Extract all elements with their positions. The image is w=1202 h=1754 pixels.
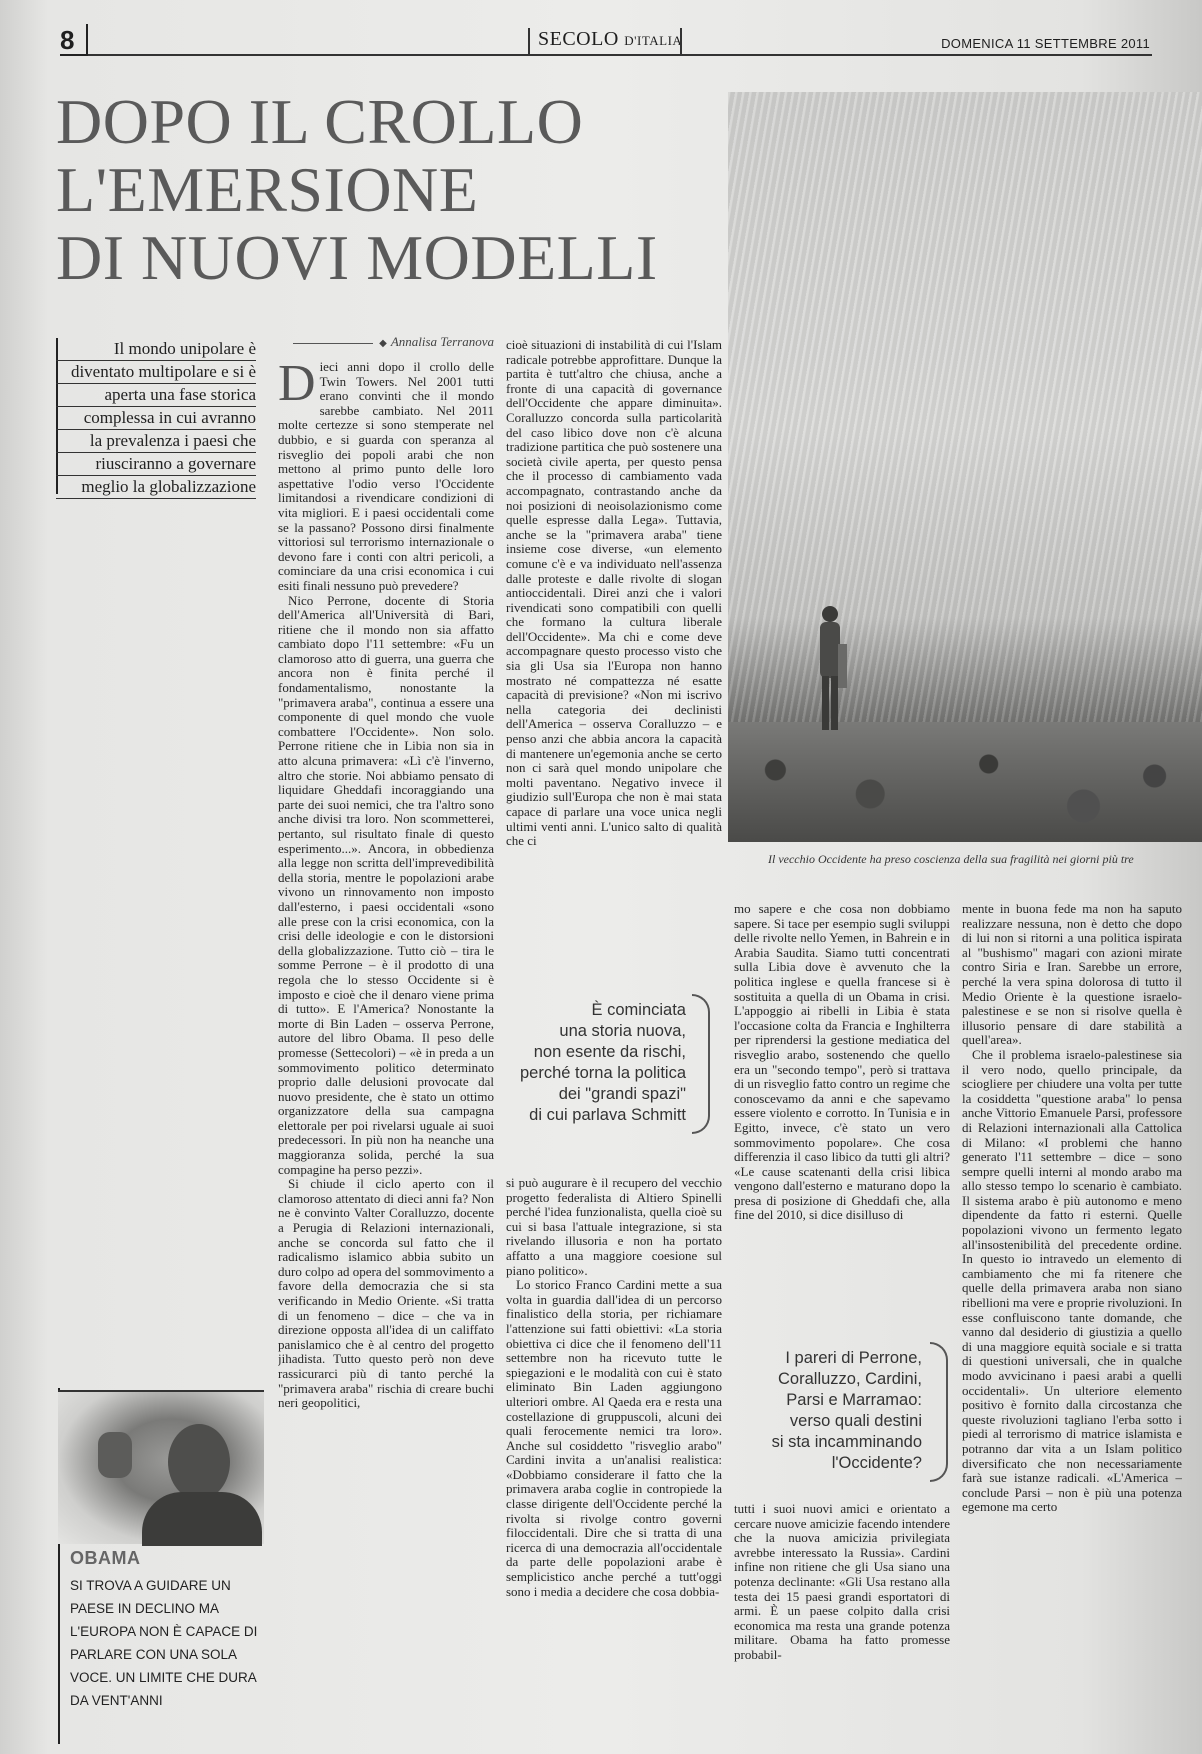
drop-cap: D bbox=[278, 360, 316, 412]
article-column-2 bbox=[506, 338, 722, 986]
article-column-3 bbox=[734, 902, 950, 1294]
headline-line-3: DI NUOVI MODELLI bbox=[56, 222, 658, 293]
paragraph: Che il problema israelo-palestinese sia il vero nodo, quello principale, da sciogliere per chiudere una volta per tutte la cosiddetta "questione araba" lo pensa anche Vittorio Emanuele Parsi, professore di Relazioni internazionali alla Cattolica di Milano: «I problemi che hanno generato l'11 settembre – dice – sono sempre quelli interni al mondo arabo ma allo stesso tempo lo scenario è cambiato. Il sistema arabo è più autonomo e meno dipendente da fatto ri esterni. Quelle popolazioni vivono un fermento legato all'insostenibilità del precedente ordine. In questo io intravedo un elemento di cambiamento che mi fa ritenere che quelle della primavera araba non siano ribellioni ma vere e proprie rivoluzioni. In esse confluiscono tante domande, che vanno dal desiderio di giustizia a quello di una maggiore equità sociale e si tratta di questioni universali, che in qualche modo avvicinano i paesi arabi a quelli occidentali». Un ulteriore elemento positivo è fornito dalla circostanza che queste rivoluzioni tagliano l'erba sotto i piedi al terrorismo di matrice islamista e potranno dar vita a un Islam politico diversificato che non necessariamente farà sue istanze radicali. «L'America – conclude Parsi – non è più una potenza egemone ma certo bbox=[962, 1046, 1182, 1515]
firefighter-figure bbox=[810, 604, 850, 734]
pull-quote-line: si sta incamminando bbox=[771, 1433, 922, 1451]
bracket-decoration bbox=[692, 994, 710, 1134]
photo-caption: Il vecchio Occidente ha preso coscienza della sua fragilità nei giorni più tre bbox=[768, 852, 1134, 866]
paragraph: si può augurare è il recupero del vecchio progetto federalista di Altiero Spinelli perché l'idea funzionalista, quella cioè su cui si basa l'attuale integrazione, si sta rivelando illusoria e non ha portato affatto a una maggiore coesione sul piano politico». bbox=[506, 1176, 722, 1278]
paragraph bbox=[278, 360, 494, 594]
photo-body-shape bbox=[142, 1492, 262, 1546]
pull-quote-line: Coralluzzo, Cardini, bbox=[778, 1370, 922, 1388]
paragraph: cioè situazioni di instabilità di cui l'Islam radicale potrebbe approfittare. Dunque la partita è tutt'altro che chiusa, anche a fronte di una capacità di governance dell'Occidente che appare diminuita». Coralluzzo concorda sulla particolarità del caso libico dove non c'è alcuna tradizione partitica che può sostenere una società civile aperta, per questo pensa che il processo di cambiamento vada accompagnato, contrastando anche da noi posizioni di neoisolazionismo come quelle espresse dalla Lega». Tuttavia, anche se la "primavera araba" tiene insieme cose diverse, «un elemento comune c'è e va individuato nell'assenza dalle proteste e dalle rivolte di slogan antioccidentali. Direi anzi che i valori rivendicati sono compatibili con quelli che formano la cultura liberale dell'Occidente». Ma chi e come deve accompagnare questo processo visto che sia gli Usa sia l'Europa non hanno mostrato né compattezza né esatte capacità di previsione? «Non mi iscrivo nella categoria dei declinisti dell'America – osserva Coralluzzo – e penso anzi che abbia ancora la capacità di mantenere un'egemonia anche se certo non ci sarà quel mondo unipolare che molti paventano. Negativo invece il giudizio sull'Europa che non è mai stata capace di parlare una voce unica negli ultimi venti anni. L'unico salto di qualità che ci bbox=[506, 338, 722, 849]
pull-quote-line: non esente da rischi, bbox=[533, 1043, 686, 1061]
article-column-1 bbox=[278, 360, 494, 1726]
rubble-image bbox=[728, 722, 1202, 842]
pull-quote-line: I pareri di Perrone, bbox=[785, 1349, 922, 1367]
pull-quote-line: l'Occidente? bbox=[831, 1454, 922, 1472]
pull-quote-1 bbox=[500, 1000, 686, 1126]
article-column-2-lower bbox=[506, 1176, 722, 1726]
deck-line: meglio la globalizzazione bbox=[56, 476, 256, 499]
deck-line: complessa in cui avranno bbox=[56, 407, 256, 430]
deck-line: Il mondo unipolare è bbox=[56, 338, 256, 361]
deck-line: diventato multipolare e si è bbox=[56, 361, 256, 384]
obama-photo bbox=[58, 1390, 264, 1544]
paragraph-text: ieci anni dopo il crollo delle Twin Towers. Nel 2001 tutti erano convinti che il mondo sarebbe cambiato. Nel 2011 molte certezze si sono stemperate nel dubbio, e si guarda con speranza al risveglio dei popoli arabi che non mettono al primo punto delle loro aspettative l'odio verso l'Occidente limitandosi a rivendicare condizioni di vita migliori. E i paesi occidentali come se la passano? Possono dirsi finalmente vittoriosi sul terrorismo internazionale o devono fare i conti con altri pericoli, a cominciare da una crisi economica i cui esiti finali nessuno può prevedere? bbox=[278, 360, 494, 593]
sidebar-text: SI TROVA A GUIDARE UN PAESE IN DECLINO MA L'EUROPA NON È CAPACE DI PARLARE CON UNA SOLA VOCE. UN LIMITE CHE DURA DA VENT'ANNI bbox=[70, 1578, 258, 1708]
bracket-decoration bbox=[930, 1342, 948, 1482]
ground-zero-photo bbox=[728, 92, 1202, 842]
byline bbox=[278, 334, 494, 350]
page-number: 8 bbox=[60, 24, 88, 56]
masthead-divider bbox=[680, 28, 682, 54]
photo-head-shape bbox=[168, 1424, 230, 1500]
date: DOMENICA 11 SETTEMBRE 2011 bbox=[941, 36, 1150, 51]
photo-hand-shape bbox=[98, 1432, 132, 1478]
paper-name bbox=[528, 28, 682, 54]
pull-quote-line: di cui parlava Schmitt bbox=[529, 1106, 686, 1124]
sidebar-title: OBAMA bbox=[70, 1548, 141, 1568]
pull-quote-line: È cominciata bbox=[591, 1001, 686, 1019]
paragraph: Si chiude il ciclo aperto con il clamoroso attentato di dieci anni fa? Non ne è convinto Valter Coralluzzo, docente a Perugia di Relazioni internazionali, anche se concorda sul fatto che il radicalismo islamico abbia subito un duro colpo ad opera del sommovimento a favore della democrazia che si sta verificando in Medio Oriente. «Si tratta di un fenomeno – dice – che va in direzione opposta all'idea di un califfato panislamico che è al centro del progetto jihadista. Tutto questo però non deve rassicurarci più di tanto perché la "primavera araba" rischia di creare buchi neri geopolitici, bbox=[278, 1176, 494, 1411]
deck bbox=[56, 338, 256, 499]
paragraph: Lo storico Franco Cardini mette a sua volta in guardia dall'idea di un percorso finalistico della storia, per richiamare l'attenzione sui fatti obiettivi: «La storia obiettiva ci dice che il fenomeno dell'11 settembre non ha ricevuto tutte le spiegazioni e le modalità con cui è stato eliminato Bin Laden aggiungono ulteriori ombre. Al Qaeda era e resta una costellazione di gruppuscoli, alcuni dei quali ferocemente nemici tra loro». Anche sul cosiddetto "risveglio arabo" Cardini invita a un'analisi realistica: «Dobbiamo considerare il fatto che la primavera araba coglie in contropiede la classe dirigente dell'Occidente perché la rivolta si rivolge contro governi filoccidentali. Dire che si tratta di una ricerca di una democrazia all'occidentale da parte delle popolazioni arabe è semplicistico anche perché a tutt'oggi sono i media a decidere che cosa dobbia- bbox=[506, 1277, 722, 1599]
deck-line: riusciranno a governare bbox=[56, 453, 256, 476]
paragraph: tutti i suoi nuovi amici e orientato a cercare nuove amicizie facendo intendere che la nuova amicizia privilegiata avrebbe interessato la Russia». Cardini infine non ritiene che gli Usa siano una potenza declinante: «Gli Usa restano alla testa dei 15 paesi grandi esportatori di armi. È un paese colpito dalla crisi economica ma resta una grande potenza militare. Obama ha fatto promesse probabil- bbox=[734, 1502, 950, 1662]
masthead-rule bbox=[88, 54, 1152, 56]
headline bbox=[56, 88, 716, 292]
paper-name-suffix: D'ITALIA bbox=[624, 33, 683, 48]
headline-line-2: L'EMERSIONE bbox=[56, 154, 479, 225]
pull-quote-line: Parsi e Marramao: bbox=[786, 1391, 922, 1409]
deck-line: la prevalenza i paesi che bbox=[56, 430, 256, 453]
pull-quote-line: verso quali destini bbox=[789, 1412, 922, 1430]
pull-quote-2 bbox=[732, 1348, 922, 1474]
paragraph: mo sapere e che cosa non dobbiamo sapere. Si tace per esempio sugli sviluppi delle rivolte nello Yemen, in Bahrein e in Arabia Saudita. Siamo tutti concentrati sulla Libia dove è avvenuto che la politica inglese e quella francese si è sostituita a quella di un Obama in crisi. L'appoggio ai ribelli in Libia è stata l'occasione colta da Francia e Inghilterra per riprendersi la gestione mediatica del risveglio arabo, sostenendo che quello era un "secondo tempo", però si trattava di un risveglio fatto contro un regime che conoscevamo da anni e che sapevamo essere violento e corrotto. In Tunisia e in Egitto, invece, c'è stato un vero sommovimento popolare». Che cosa differenzia il caso libico da tutti gli altri? «Le cause scatenanti della crisi libica vengono dall'esterno e maturano dopo la presa di posizione di Gheddafi che, alla fine del 2010, si dice disilluso di bbox=[734, 902, 950, 1223]
paragraph: mente in buona fede ma non ha saputo realizzare nessuna, non è detto che dopo di lui non si ritorni a una politica ispirata al "bushismo" magari con azioni mirate contro Siria e Iran. Sarebbe un errore, perché la vera spina dolorosa di tutto il Medio Oriente è la questione israelo-palestinese e se non si risolve quella è illusorio pensare di dare stabilità a quell'area». bbox=[962, 902, 1182, 1048]
headline-line-1: DOPO IL CROLLO bbox=[56, 86, 584, 157]
paper-name-main: SECOLO bbox=[538, 28, 619, 50]
pull-quote-line: dei "grandi spazi" bbox=[558, 1085, 686, 1103]
paragraph: Nico Perrone, docente di Storia dell'America all'Università di Bari, ritiene che il mondo non sia affatto cambiato dopo l'11 settembre: «Fu un clamoroso atto di guerra, una guerra che ancora non è finita perché il fondamentalismo, nonostante la "primavera araba", continua a essere una componente di quel mondo che vuole combattere l'Occidente». Non solo. Perrone ritiene che in Libia non sia in atto alcuna primavera: «Lì c'è l'inverno, altro che storie. Noi abbiamo pensato di liquidare Gheddafi incoraggiando una parte dei suoi nemici, che tra l'altro sono anche divisi tra loro. Non scommetterei, pertanto, sul risultato finale di questo esperimento...». Ancora, in obbedienza alla legge non scritta dell'imprevedibilità della storia, mentre le popolazioni arabe vivono un rinnovamento non imposto dall'esterno, i paesi occidentali «sono alle prese con la crisi economica, con la crisi delle ideologie e con le distorsioni della globalizzazione. Tutto ciò – tira le somme Perrone – è il prodotto di una regola che lo stesso Occidente si è imposto e cioè che il denaro viene prima di tutto». E l'America? Nonostante la morte di Bin Laden – osserva Perrone, autore del libro Obama. Il peso delle promesse (Settecolori) – «è in preda a un sommovimento politico determinato proprio dalle delusioni provocate dal nuovo presidente, che è stato un ottimo organizzatore della sua campagna elettorale per poi rivelarsi uguale ai suoi predecessori. In più non ha neanche una maggioranza solida, perché la sua compagine ha perso pezzi». bbox=[278, 592, 494, 1177]
pull-quote-line: una storia nuova, bbox=[559, 1022, 686, 1040]
pull-quote-line: perché torna la politica bbox=[519, 1064, 686, 1082]
deck-line: aperta una fase storica bbox=[56, 384, 256, 407]
article-column-3-lower bbox=[734, 1502, 950, 1726]
byline-author: Annalisa Terranova bbox=[390, 334, 494, 349]
article-column-4 bbox=[962, 902, 1182, 1726]
diamond-icon: ◆ bbox=[379, 338, 387, 349]
